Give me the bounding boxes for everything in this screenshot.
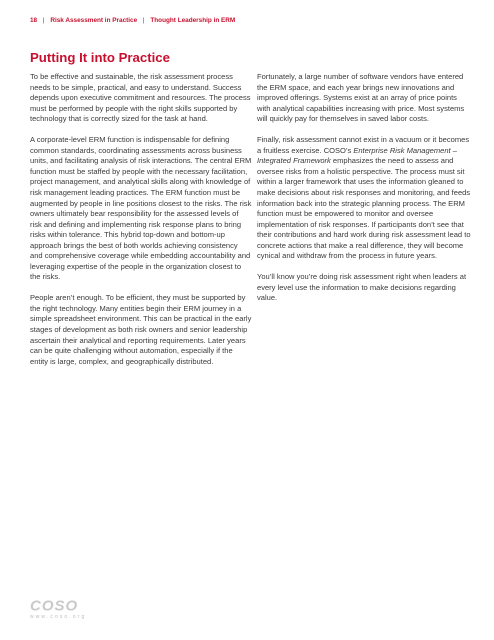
paragraph: To be effective and sustainable, the risk assessment process needs to be simple, practical, and easy to understand. Success depends upon executive commitment and resources. The process must be performed by people with the right skills supported by technology that is correctly sized for the task at hand. — [30, 72, 251, 124]
coso-logo — [30, 598, 90, 620]
paragraph: Fortunately, a large number of software vendors have entered the ERM space, and each year brings new innovations and improved offerings. Systems exist at an array of price points with analytical capabilities increasing with price. Most systems will quickly pay for themselves in saved labor costs. — [257, 72, 465, 124]
coso-logo-icon — [30, 598, 88, 612]
section-title: Risk Assessment in Practice — [50, 17, 138, 24]
running-header — [30, 17, 235, 24]
header-separator: | — [42, 17, 45, 24]
paragraph: You’ll know you’re doing risk assessment right when leaders at every level use the information to make decisions regarding value. — [257, 272, 467, 303]
paragraph-text: Finally, risk assessment cannot exist in a vacuum or it becomes a fruitless exercise. COSO’s — [257, 135, 470, 155]
subsection-title: Thought Leadership in ERM — [150, 17, 236, 24]
left-column — [30, 72, 252, 378]
paragraph: People aren’t enough. To be efficient, they must be supported by the right technology. Many entities begin their ERM journey in a simple spreadsheet environment. This can be practical in the early stages of development as both risk owners and senior leadership ascertain their analytical and reporting requirements. Later years can be quite challenging without automation, especially if the entity is large, complex, and geographically distributed. — [30, 293, 252, 366]
header-separator-2: | — [142, 17, 145, 24]
logo-wordmark: COSO — [30, 598, 79, 612]
page-number: 18 — [30, 17, 38, 24]
website-url: www.coso.org — [30, 614, 87, 620]
right-column — [257, 72, 472, 314]
paragraph-text: emphasizes the need to assess and oversee risks from a holistic perspective. The process must sit within a larger framework that uses the information gleaned to make decisions about risk responses and monitoring, and feeds information back into the strategic planning process. The ERM function must be empowered to monitor and oversee implementation of risk responses. If participants don’t see that their contributions and hard work during risk assessment lead to concrete actions that make a real difference, they will become cynical and withdraw from the process in future years. — [257, 156, 471, 261]
framework-title: Enterprise Risk Management – Integrated Framework — [257, 145, 457, 166]
paragraph: A corporate-level ERM function is indispensable for defining common standards, coordinating assessments across business units, and facilitating analysis of risk interactions. The central ERM function must be staffed by people with the necessary facilitation, project management, and analytical skills along with knowledge of risk management leading practices. The ERM function must be augmented by people in line positions closest to the risks. The risk owners ultimately bear responsibility for the assessed levels of risk and defining and implementing risk response plans to bring risks within tolerance. This hybrid top-down and bottom-up approach brings the best of both worlds achieving consistency and comprehensive coverage while embedding accountability and leveraging expertise of the people in the organization closest to the risks. — [30, 135, 252, 282]
paragraph — [257, 135, 472, 262]
page-title: Putting It into Practice — [30, 50, 170, 65]
